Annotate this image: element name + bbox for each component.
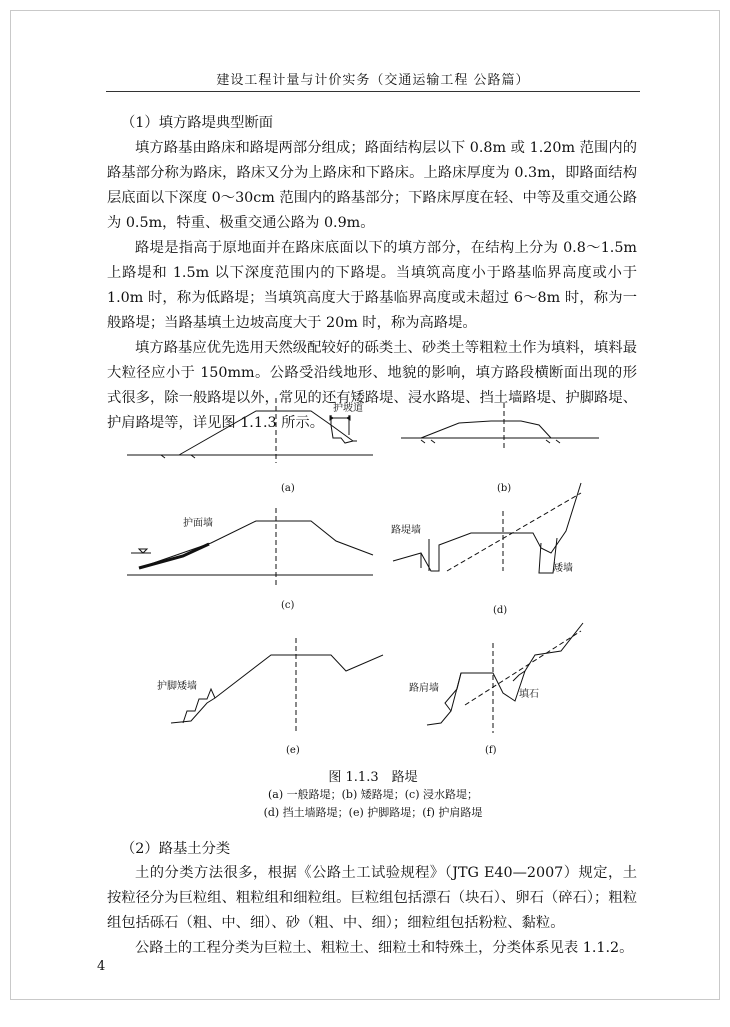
paragraph-subgrade-bed: 填方路基由路床和路堤两部分组成；路面结构层以下 0.8m 或 1.20m 范围内的路基部分称为路床，路床又分为上路床和下路床。上路床厚度为 0.3m，即路面结构层底面以下深度 0～30cm 范围内的路基部分；下路床厚度在轻、中等及重交通公路为 0.5m，特重、极重交通公路为 0.9m。 [107, 140, 637, 231]
paragraph-fill-material: 填方路基应优先选用天然级配较好的砾类土、砂类土等粗粒土作为填料，填料最大粒径应小于 150mm。公路受沿线地形、地貌的影响，填方路段横断面出现的形式很多，除一般路堤以外，常见的还有矮路堤、浸水路堤、挡土墙路堤、护脚路堤、护肩路堤等，详见图 1.1.3 所示。 [107, 340, 637, 431]
diagram-e-toe-wall-embankment [157, 638, 383, 756]
section-heading-soil-classification: （2）路基土分类 [121, 841, 231, 857]
section2-body [107, 861, 637, 961]
diagram-c-submerged-embankment [127, 508, 373, 611]
label-humianqiang: 护面墙 [183, 518, 213, 529]
label-f: (f) [485, 745, 497, 756]
diagram-a-ordinary-embankment [127, 398, 373, 494]
paragraph-embankment: 路堤是指高于原地面并在路床底面以下的填方部分，在结构上分为 0.8～1.5m 上路堤和 1.5m 以下深度范围内的下路堤。当填筑高度小于路基临界高度或小于 1.0m 时，称为低路堤；当填筑高度大于路基临界高度或未超过 6～8m 时，称为一般路堤；当路基填土边坡高度大于 20m 时，称为高路堤。 [107, 240, 637, 331]
label-tianshi: 填石 [519, 689, 539, 700]
label-ludiqiang: 路堤墙 [391, 525, 421, 536]
figure-embankment-sections [121, 393, 601, 763]
label-b: (b) [497, 483, 512, 494]
label-e: (e) [286, 745, 300, 756]
label-d: (d) [493, 605, 508, 616]
diagram-d-retaining-wall-embankment [391, 483, 581, 616]
diagram-b-low-embankment [401, 403, 599, 494]
diagram-f-shoulder-wall-embankment [409, 623, 583, 756]
figure-caption: 图 1.1.3 路堤 [328, 770, 418, 785]
label-aiqiang: 矮墙 [553, 563, 573, 574]
section1-body [107, 136, 637, 436]
label-c: (c) [281, 600, 295, 611]
paragraph-soil-grain-groups: 土的分类方法很多，根据《公路土工试验规程》（JTG E40—2007）规定，土按粒径分为巨粒组、粗粒组和细粒组。巨粒组包括漂石（块石）、卵石（碎石）；粗粒组包括砾石（粗、中、细）、砂（粗、中、细）；细粒组包括粉粒、黏粒。 [107, 865, 637, 931]
label-hujiaoaiqiang: 护脚矮墙 [157, 681, 197, 692]
label-a: (a) [281, 483, 295, 494]
figure-note-line1: (a) 一般路堤；(b) 矮路堤；(c) 浸水路堤； [268, 788, 478, 801]
running-header: 建设工程计量与计价实务（交通运输工程 公路篇） [216, 73, 530, 88]
label-lujianqiang: 路肩墙 [409, 683, 439, 694]
label-hupodao: 护坡道 [333, 403, 363, 414]
section-heading-fill-embankment: （1）填方路堤典型断面 [121, 115, 274, 131]
document-page [10, 10, 720, 1000]
paragraph-soil-engineering-classes: 公路土的工程分类为巨粒土、粗粒土、细粒土和特殊土，分类体系见表 1.1.2。 [135, 940, 634, 956]
page-number: 4 [97, 959, 106, 974]
header-rule [106, 91, 640, 92]
figure-note-line2: (d) 挡土墙路堤；(e) 护脚路堤；(f) 护肩路堤 [263, 806, 483, 819]
